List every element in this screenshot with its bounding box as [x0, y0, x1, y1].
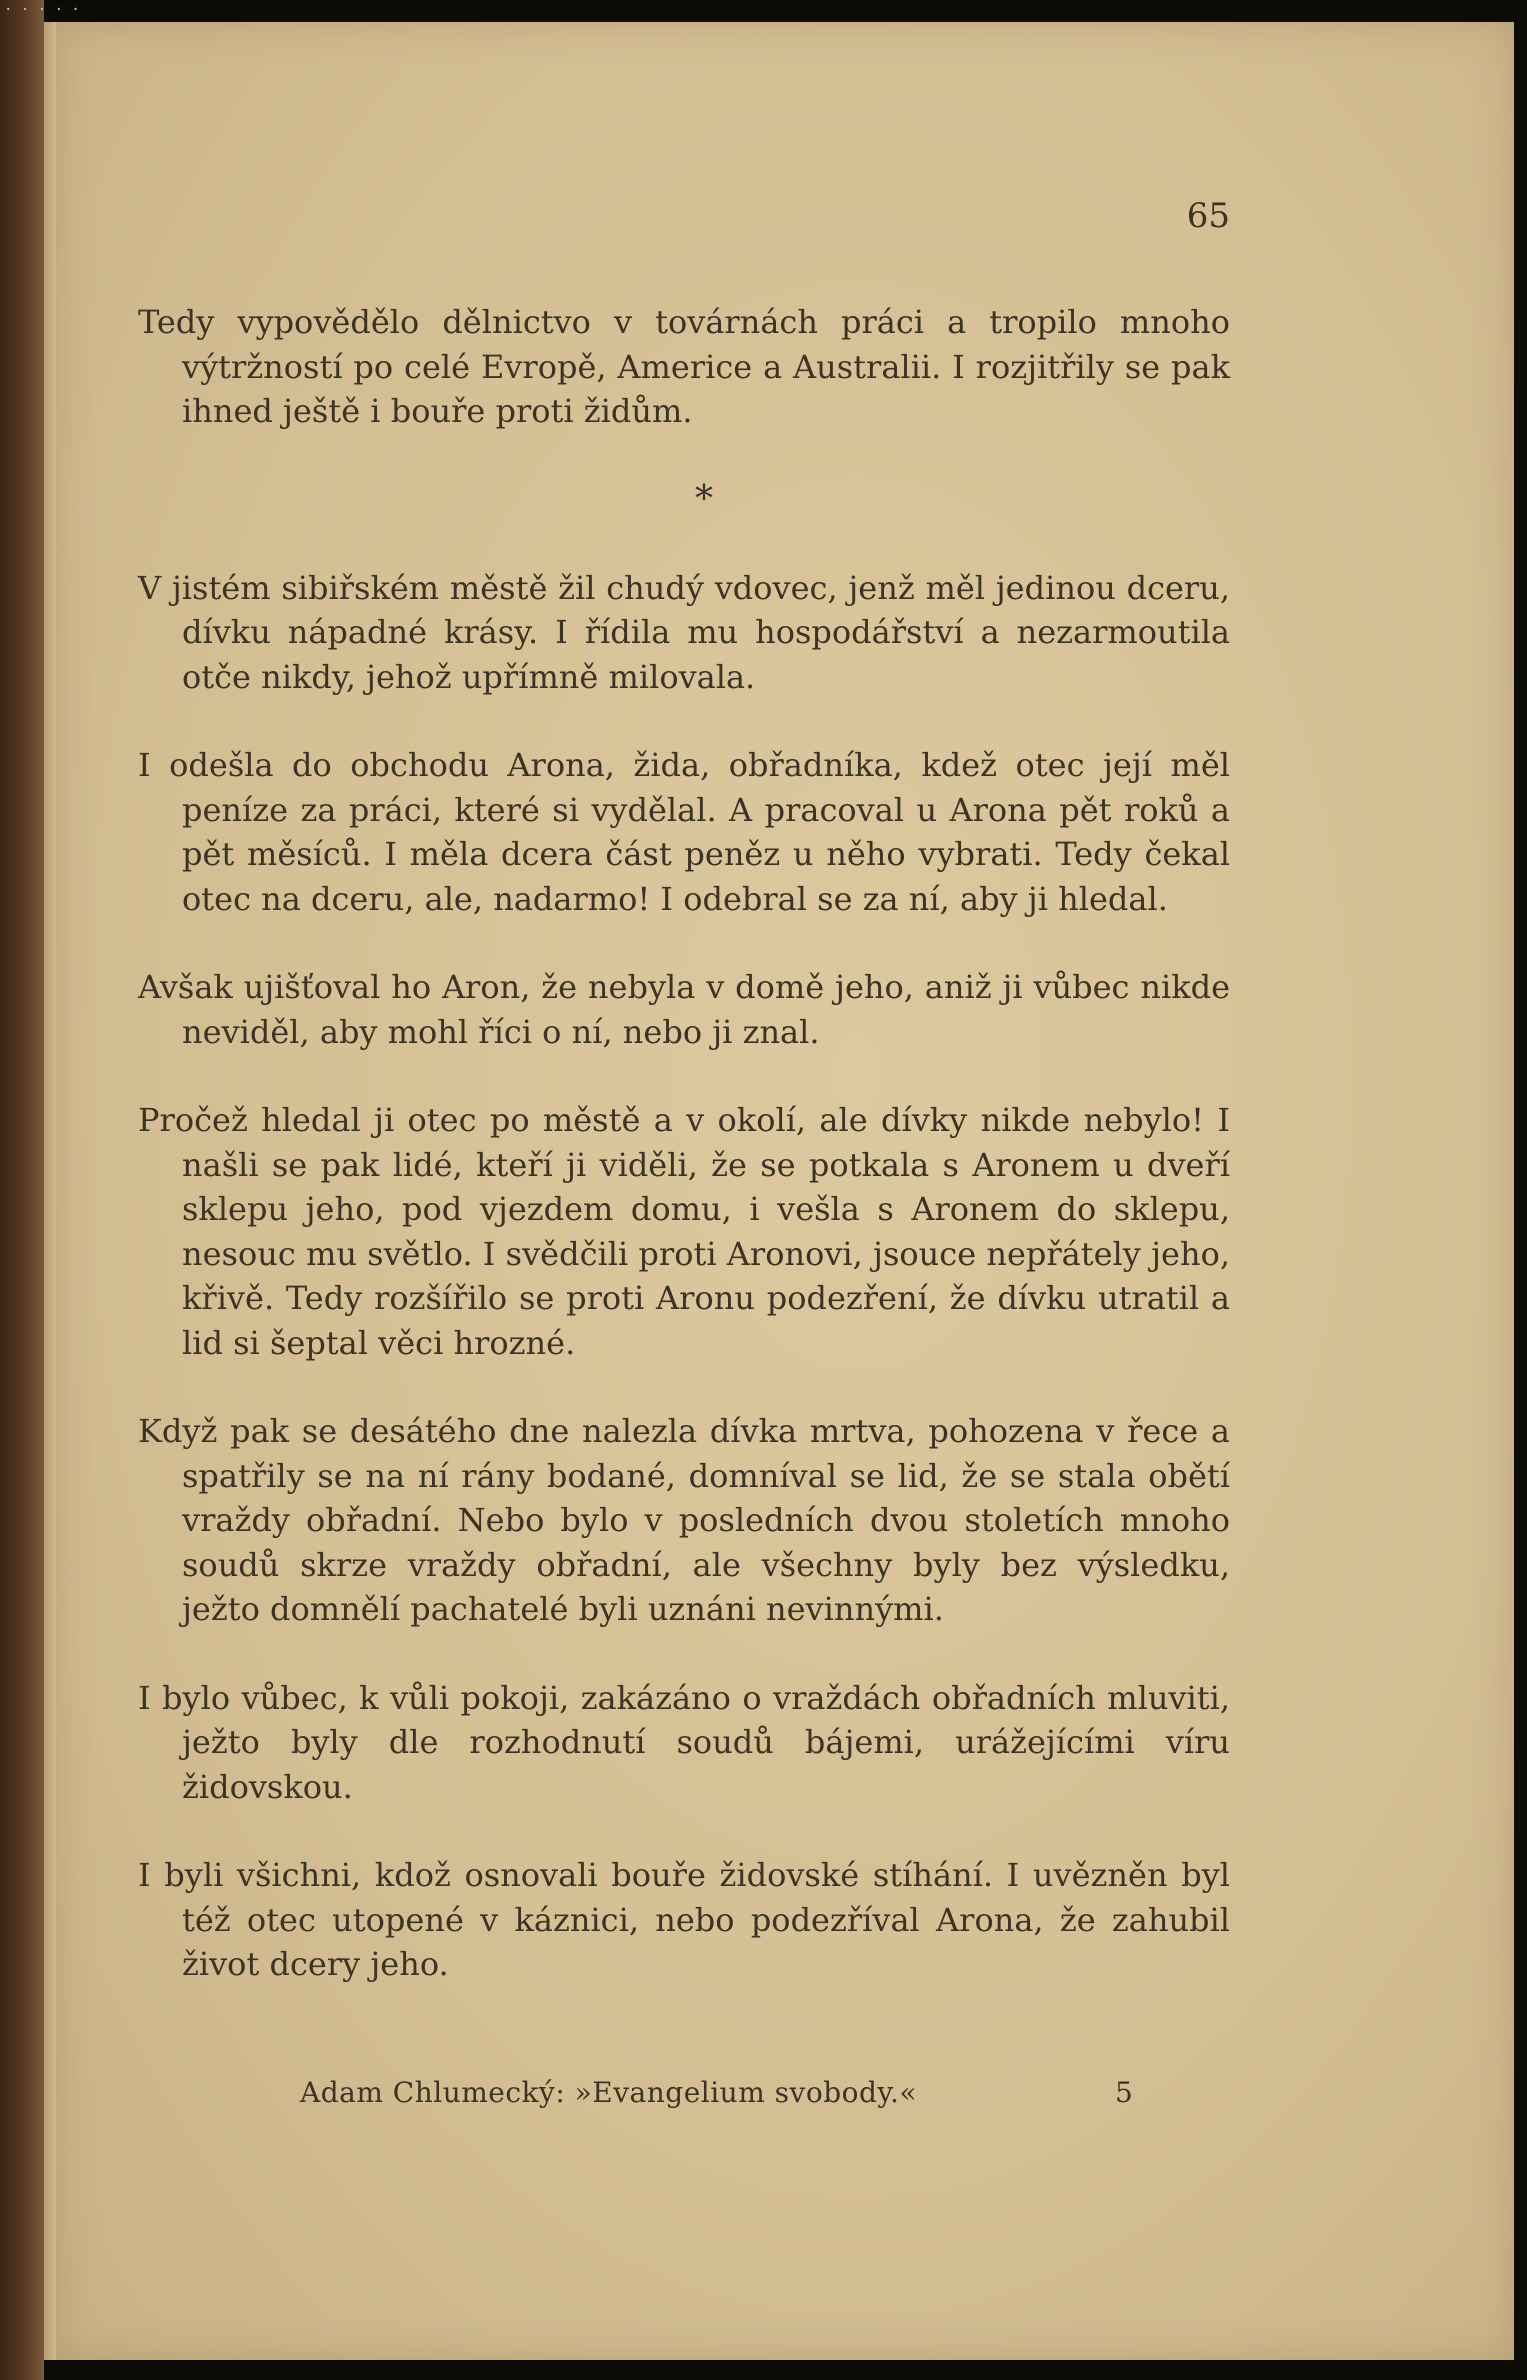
spine-mark: · · · · · — [4, 2, 80, 18]
book-spine — [0, 0, 80, 2380]
paragraph: I bylo vůbec, k vůli pokoji, zakázáno o vraždách obřadních mluviti, ježto byly dle rozhodnutí soudů bájemi, urážejícími víru židovskou. — [138, 1678, 1230, 1806]
page-number: 65 — [1186, 196, 1230, 236]
paragraph: Pročež hledal ji otec po městě a v okolí, ale dívky nikde nebylo! I našli se pak lidé, kteří ji viděli, že se potkala s Aronem u dveří sklepu jeho, pod vjezdem domu, i vešla s Aronem do sklepu, nesouc mu světlo. I svědčili proti Aronovi, jsouce nepřátely jeho, křivě. Tedy rozšířilo se proti Aronu podezření, že dívku utratil a lid si šeptal věci hrozné. — [138, 1101, 1230, 1362]
paragraph: I odešla do obchodu Arona, žida, obřadníka, kdež otec její měl peníze za práci, které si vydělal. A pracoval u Arona pět roků a pět měsíců. I měla dcera část peněz u něho vybrati. Tedy čekal otec na dceru, ale, nadarmo! I odebral se za ní, aby ji hledal. — [138, 746, 1230, 918]
paragraph: V jistém sibiřském městě žil chudý vdovec, jenž měl jedinou dceru, dívku nápadné krásy. I řídila mu hospodářství a nezarmoutila otče nikdy, jehož upřímně milovala. — [138, 568, 1230, 696]
paragraph: Tedy vypovědělo dělnictvo v továrnách práci a tropilo mnoho výtržností po celé Evropě, Americe a Australii. I rozjitřily se pak ihned ještě i bouře proti židům. — [138, 303, 1230, 430]
section-separator: * — [695, 478, 713, 520]
body-text — [138, 300, 1230, 1987]
sheet-number: 5 — [1115, 2076, 1134, 2109]
paragraph: Avšak ujišťoval ho Aron, že nebyla v domě jeho, aniž ji vůbec nikde neviděl, aby mohl říci o ní, nebo ji znal. — [138, 968, 1230, 1051]
page-footer — [140, 2076, 1230, 2120]
paragraph: Když pak se desátého dne nalezla dívka mrtva, pohozena v řece a spatřily se na ní rány bodané, domníval se lid, že se stala obětí vraždy obřadní. Nebo bylo v posledních dvou stoletích mnoho soudů skrze vraždy obřadní, ale všechny byly bez výsledku, ježto domnělí pachatelé byli uznáni nevinnými. — [138, 1412, 1230, 1628]
paragraph: I byli všichni, kdož osnovali bouře židovské stíhání. I uvězněn byl též otec utopené v káznici, nebo podezříval Arona, že zahubil život dcery jeho. — [138, 1856, 1230, 1983]
printer-signature: Adam Chlumecký: »Evangelium svobody.« — [300, 2076, 918, 2109]
